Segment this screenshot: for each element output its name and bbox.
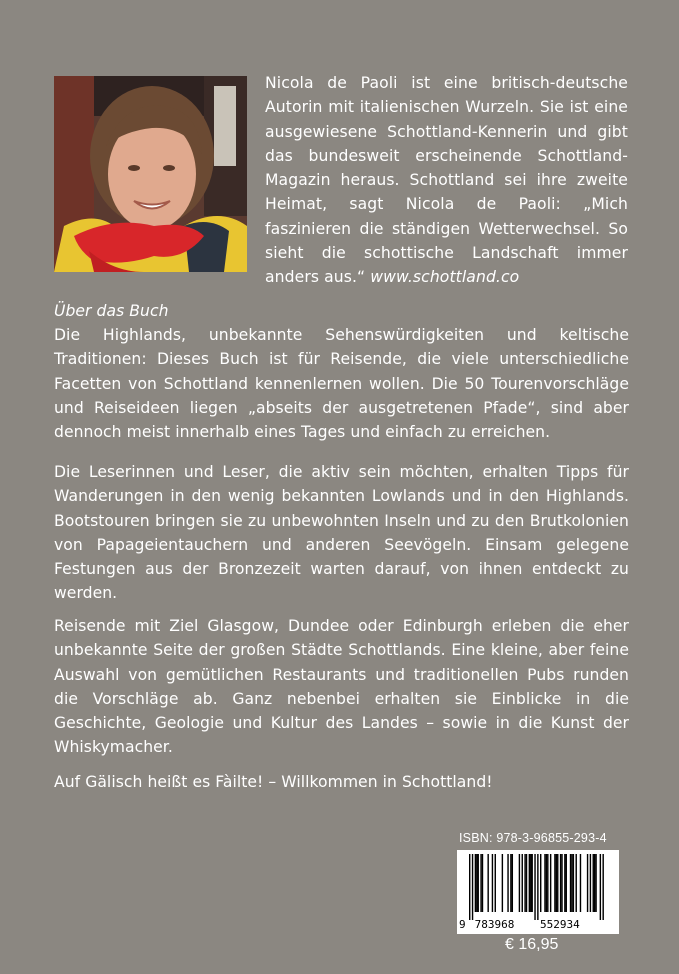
barcode-bar bbox=[573, 854, 574, 912]
author-bio bbox=[265, 71, 628, 290]
barcode-bar bbox=[512, 854, 513, 912]
barcode-bar bbox=[590, 854, 591, 912]
barcode-bar bbox=[478, 854, 479, 912]
author-bio-text: Nicola de Paoli ist eine britisch-deutsche Autorin mit italienischen Wurzeln. Sie ist eine ausgewiesene Schottland-Kennerin und gibt das bundesweit erscheinende Schottland-Magazin heraus. Schottland sei ihre zweite Heimat, sagt Nicola de Paoli: „Mich faszinieren die ständigen Wetterwechsel. So sieht die schottische Landschaft immer anders aus.“ bbox=[265, 74, 628, 287]
barcode-bar bbox=[482, 854, 483, 912]
barcode-bar bbox=[475, 854, 476, 912]
barcode-bar bbox=[550, 854, 551, 912]
barcode-bar bbox=[524, 854, 525, 912]
about-paragraph-1: Die Highlands, unbekannte Sehenswürdigkeiten und keltische Traditionen: Dieses Buch ist für Reisende, die viele unterschiedliche Facetten von Schottland kennenlernen wollen. Die 50 Tourenvorschläge und Reiseideen liegen „abseits der ausgetretenen Pfade“, sind aber dennoch meist innerhalb eines Tages und einfach zu erreichen. bbox=[54, 326, 629, 442]
about-paragraph-2: Die Leserinnen und Leser, die aktiv sein möchten, erhalten Tipps für Wanderungen in den wenig bekannten Lowlands und in den Highlands. Bootstouren bringen sie zu unbewohnten Inseln und zu den Brutkolonien von Papageientauchern und anderen Seevögeln. Einsam gelegene Festungen aus der Bronzezeit warten darauf, von ihnen entdeckt zu werden. bbox=[54, 463, 629, 603]
barcode-bar bbox=[570, 854, 571, 912]
barcode-bars bbox=[457, 850, 619, 934]
author-website: www.schottland.co bbox=[370, 268, 520, 287]
barcode bbox=[457, 850, 619, 934]
barcode-bar bbox=[600, 854, 601, 920]
barcode-bar bbox=[529, 854, 530, 912]
barcode-bar bbox=[557, 854, 558, 912]
about-heading: Über das Buch bbox=[54, 302, 169, 320]
barcode-bar bbox=[476, 854, 477, 912]
author-portrait-image bbox=[54, 76, 247, 272]
barcode-bar bbox=[571, 854, 572, 912]
barcode-bar bbox=[531, 854, 532, 912]
barcode-bar bbox=[561, 854, 562, 912]
barcode-bar bbox=[480, 854, 481, 912]
barcode-bar bbox=[602, 854, 603, 920]
barcode-bar bbox=[502, 854, 503, 912]
barcode-bar bbox=[580, 854, 581, 912]
about-paragraph-3: Reisende mit Ziel Glasgow, Dundee oder Edinburgh erleben die eher unbekannte Seite der großen Städte Schottlands. Eine kleine, aber feine Auswahl von gemütlichen Restaurants und traditionellen Pubs runden die Vorschläge ab. Ganz nebenbei erhalten sie Einblicke in die Geschichte, Geologie und Kultur des Landes – sowie in die Kunst der Whiskymacher. bbox=[54, 617, 629, 757]
barcode-bar bbox=[554, 854, 555, 912]
barcode-bar bbox=[495, 854, 496, 912]
barcode-bar bbox=[546, 854, 547, 912]
barcode-bar bbox=[594, 854, 595, 912]
barcode-bar bbox=[560, 854, 561, 912]
barcode-bar bbox=[507, 854, 508, 912]
barcode-digits: 9 bbox=[459, 918, 466, 931]
isbn-label: ISBN: 978-3-96855-293-4 bbox=[459, 831, 607, 845]
barcode-bar bbox=[492, 854, 493, 912]
barcode-bar bbox=[544, 854, 545, 912]
barcode-bar bbox=[547, 854, 548, 912]
barcode-bar bbox=[522, 854, 523, 912]
barcode-bar bbox=[587, 854, 588, 912]
barcode-bar bbox=[595, 854, 596, 912]
barcode-bar bbox=[576, 854, 577, 912]
barcode-bar bbox=[487, 854, 488, 912]
barcode-bar bbox=[540, 854, 541, 912]
barcode-bar bbox=[556, 854, 557, 912]
barcode-digits: 552934 bbox=[540, 918, 580, 931]
barcode-bar bbox=[469, 854, 470, 920]
barcode-bar bbox=[534, 854, 535, 920]
price: € 16,95 bbox=[505, 936, 559, 953]
about-paragraph-4: Auf Gälisch heißt es Fàilte! – Willkommen in Schottland! bbox=[54, 773, 493, 791]
barcode-bar bbox=[593, 854, 594, 912]
barcode-bar bbox=[566, 854, 567, 912]
barcode-bar bbox=[510, 854, 511, 912]
barcode-bar bbox=[537, 854, 538, 920]
barcode-bar bbox=[530, 854, 531, 912]
barcode-bar bbox=[519, 854, 520, 912]
author-photo bbox=[54, 76, 247, 272]
barcode-bar bbox=[472, 854, 473, 920]
barcode-bar bbox=[526, 854, 527, 912]
barcode-digits: 783968 bbox=[474, 918, 515, 931]
barcode-bar bbox=[564, 854, 565, 912]
